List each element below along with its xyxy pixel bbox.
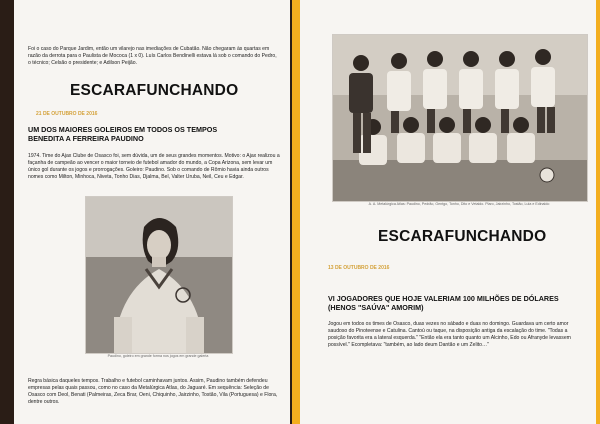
left-edge-band <box>0 0 14 424</box>
goalkeeper-photo <box>85 196 233 354</box>
right-page <box>300 0 596 424</box>
blog-title-right: ESCARAFUNCHANDO <box>378 228 547 245</box>
post-body: 1974. Time do Ajax Clube de Osasco foi, sem dúvida, um de seus grandes momentos. Motivo: o Ajax realizou a façanha de campeão ao vencer o maior torneio de futebol amador do mundo, a Copa Arizona, sem levar um único gol durante os jogos e prorrogações. Goleiro: Paudino. Sob o comando de Rômio havia ainda outros nomes como Milton, Minhoca, Niveta, Tonho Dias, Djalma, Bel, Valter Uruba, Neil, Ceu e Edgar. <box>28 153 280 180</box>
left-page <box>14 0 290 424</box>
post-body-right: Jogou em todos os times de Osasco, duas vezes no sábado e duas no domingo. Guardava um certo amor saudoso do Pinoteense e Catulina. Cantoú ou taque, na disposição antiga da escalação do time. "Todas a posição favorita era a lateral esquerda." "Então ela era tanto quanto um Alcinho, Edo ou Afranyde levassem possível." Ecompletava: "também, ao lado deum Dantão e um Zelito…" <box>328 321 571 348</box>
post-title[interactable]: UM DOS MAIORES GOLEIROS EM TODOS OS TEMPOS BENEDITA A FERREIRA PAUDINO <box>28 125 218 143</box>
blog-title: ESCARAFUNCHANDO <box>70 82 239 99</box>
intro-paragraph: Foi o caso do Parque Jardim, então um vilarejo nas imediações de Cubatão. Não chegaram às quartas em razão da derrota para o Paulista de Mococa (1 x 0). Luís Carlos Bendinelli estava lá sob o comando do Pedro, o técnico; Celsão o presidente; e Adilson Peijão. <box>28 46 277 66</box>
post-title-right[interactable]: VI JOGADORES QUE HOJE VALERIAM 100 MILHÕES DE DÓLARES (HENOS "SAÚVA" AMORIM) <box>328 294 559 312</box>
post-date[interactable]: 21 DE OUTUBRO DE 2016 <box>36 111 98 117</box>
team-photo-caption: A. A. Metalúrgica Atlas: Paudino, Pedrão, Gentgo, Tonho, Dito e Vetaldo. Plaro, Jairzinho, Tostão, Lula e Edinaldo <box>368 202 550 206</box>
goalkeeper-photo-caption: Paudino, goleiro em grande forma nos jogos em grande galeria <box>107 354 209 358</box>
post-date-right[interactable]: 13 DE OUTUBRO DE 2016 <box>328 265 390 271</box>
footer-paragraph: Regra básica daqueles tempos. Trabalho e futebol caminhavam juntos. Assim, Paudino também defendeu empresas pelas quais passou, como no caso da Metalúrgica Atlas, do Jaguaré. Em sequência: Seleção de Osasco com Deol, Benati (Palmeiras, Zeca Brar, Oeni, Chiquinho, Jairzinho, Tostão, Vila (Portuguesa) e Flora, dentre outros. <box>28 378 278 405</box>
team-photo <box>332 34 588 202</box>
right-edge-band <box>596 0 600 424</box>
